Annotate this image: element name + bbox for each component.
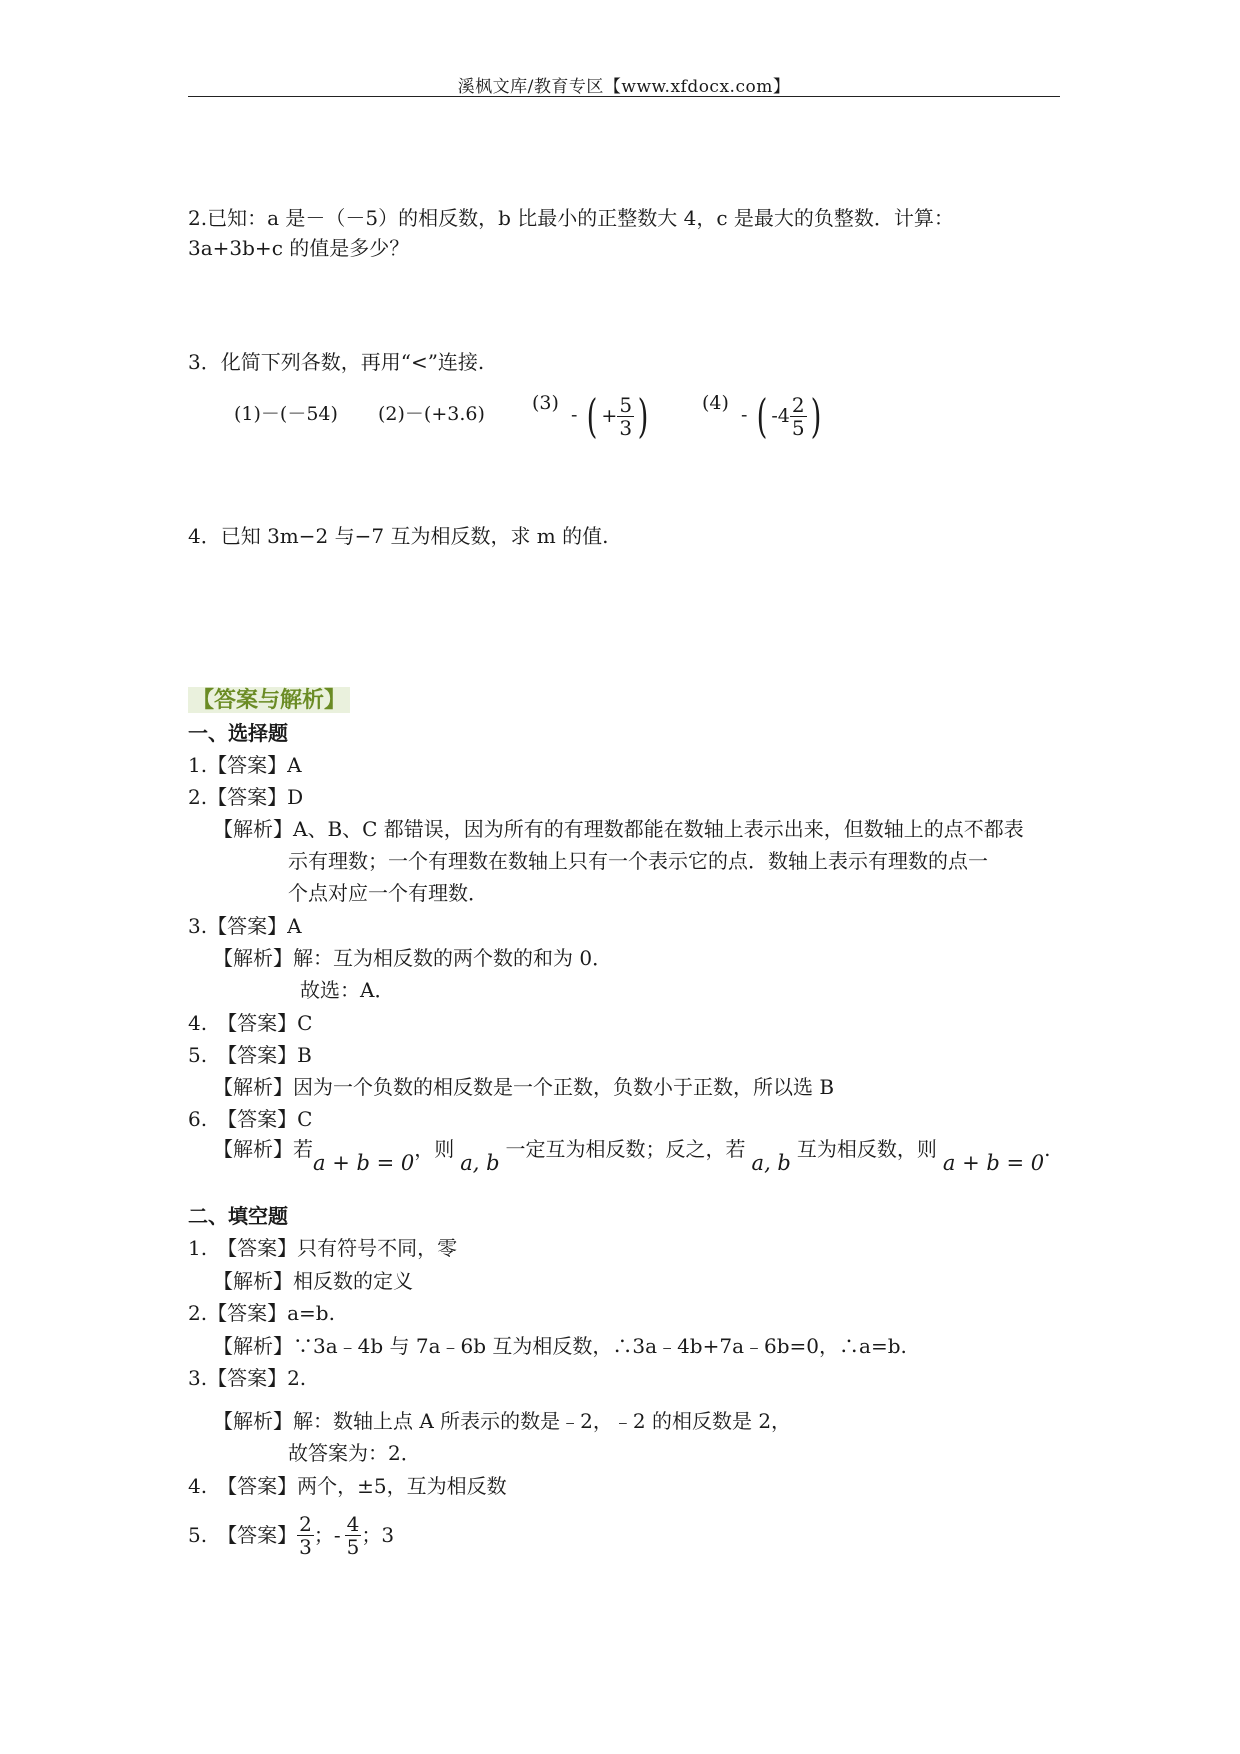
- fraction-numerator: 2: [791, 392, 805, 417]
- s1-analysis-6-label: 【解析】若: [213, 1137, 313, 1161]
- header-divider: [188, 96, 1060, 97]
- s1-analysis-6-text-1: ，则: [414, 1137, 455, 1161]
- question-2-line-1: 2.已知：a 是－（－5）的相反数，b 比最小的正整数大 4，c 是最大的负整数．计算：: [188, 206, 954, 230]
- section-2-heading: 二、填空题: [188, 1204, 288, 1228]
- page-header: 溪枫文库/教育专区【www.xfdocx.com】: [457, 77, 791, 97]
- s2-answer-4: 4. 【答案】两个，±5，互为相反数: [188, 1474, 507, 1498]
- right-paren-icon: ): [810, 389, 822, 443]
- s1-answer-6: 6. 【答案】C: [188, 1107, 313, 1131]
- s2-analysis-1: 【解析】相反数的定义: [213, 1269, 413, 1293]
- s2-answer-1: 1. 【答案】只有符号不同，零: [188, 1236, 458, 1260]
- q3-item-3: [532, 389, 652, 443]
- answer-separator: ；: [313, 1523, 334, 1547]
- s2-analysis-2: 【解析】∵3a﹣4b 与 7a﹣6b 互为相反数，∴3a﹣4b+7a﹣6b=0，∴a=b.: [213, 1334, 907, 1358]
- fraction-denominator: 3: [619, 415, 633, 440]
- q3-item-4-label: (4): [702, 392, 729, 414]
- fraction-denominator: 3: [299, 1534, 312, 1559]
- q3-item-4: [702, 389, 825, 443]
- math-expression: a + b = 0: [313, 1151, 415, 1175]
- question-2-line-2: 3a+3b+c 的值是多少？: [188, 236, 410, 260]
- s1-answer-5: 5. 【答案】B: [188, 1043, 312, 1067]
- math-expression: a, b: [751, 1151, 791, 1175]
- left-paren-icon: (: [757, 389, 768, 443]
- s1-answer-1: 1.【答案】A: [188, 753, 302, 777]
- question-4-text: 4．已知 3m−2 与−7 互为相反数，求 m 的值.: [188, 524, 609, 548]
- s1-analysis-3-line-2: 故选：A．: [300, 978, 395, 1002]
- q3-item-2: (2)－(+3.6): [378, 403, 485, 425]
- question-3-items: [0, 389, 1240, 463]
- math-expression: a, b: [460, 1151, 500, 1175]
- s1-analysis-3-line-1: 【解析】解：互为相反数的两个数的和为 0．: [213, 946, 613, 970]
- s1-analysis-6: [213, 1134, 1050, 1184]
- s1-analysis-6-text-4: .: [1044, 1137, 1051, 1161]
- answer-fraction-2: [345, 1513, 362, 1558]
- s2-analysis-3-line-2: 故答案为：2．: [288, 1441, 421, 1465]
- q3-item-4-inner-value: -4: [771, 405, 790, 427]
- answers-heading: [188, 685, 350, 715]
- fraction-denominator: 5: [791, 415, 805, 440]
- fraction-numerator: 2: [299, 1511, 312, 1536]
- s1-answer-3: 3.【答案】A: [188, 914, 302, 938]
- s1-analysis-2-line-2: 示有理数；一个有理数在数轴上只有一个表示它的点．数轴上表示有理数的点一: [288, 849, 988, 873]
- s1-answer-4: 4. 【答案】C: [188, 1011, 313, 1035]
- s2-answer-5: [188, 1503, 394, 1567]
- q3-item-3-fraction: [617, 394, 634, 439]
- s1-analysis-6-text-2: 一定互为相反数；反之，若: [505, 1137, 746, 1161]
- s2-analysis-3-line-1: 【解析】解：数轴上点 A 所表示的数是﹣2，﹣2 的相反数是 2，: [213, 1409, 792, 1433]
- q3-item-3-sign: -: [570, 404, 578, 426]
- s1-analysis-6-text-3: 互为相反数，则: [796, 1137, 937, 1161]
- s2-answer-3: 3.【答案】2.: [188, 1366, 307, 1390]
- s1-analysis-5: 【解析】因为一个负数的相反数是一个正数，负数小于正数，所以选 B: [213, 1075, 835, 1099]
- q3-item-3-label: (3): [532, 392, 559, 414]
- q3-item-3-inner-sign: +: [601, 405, 618, 427]
- answer-value: 3: [381, 1523, 395, 1547]
- left-paren-icon: (: [587, 389, 598, 443]
- s1-analysis-2-line-1: 【解析】A、B、C 都错误，因为所有的有理数都能在数轴上表示出来，但数轴上的点不都表: [213, 817, 1024, 841]
- answers-heading-label: 【答案与解析】: [188, 687, 350, 713]
- fraction-denominator: 5: [346, 1534, 360, 1559]
- answer-fraction-1: [297, 1513, 314, 1558]
- q3-item-4-sign: -: [740, 404, 748, 426]
- s2-answer-5-label: 5. 【答案】: [188, 1523, 298, 1547]
- math-expression: a + b = 0: [942, 1151, 1045, 1175]
- question-3-text: 3．化简下列各数，再用“<”连接.: [188, 350, 485, 374]
- answer-minus-sign: -: [333, 1523, 341, 1547]
- answer-separator: ；: [361, 1523, 382, 1547]
- fraction-numerator: 5: [619, 392, 633, 417]
- q3-item-1: (1)－(－54): [234, 403, 338, 425]
- s1-answer-2: 2.【答案】D: [188, 785, 304, 809]
- s2-answer-2: 2.【答案】a=b.: [188, 1301, 335, 1325]
- right-paren-icon: ): [637, 389, 649, 443]
- q3-item-4-fraction: [790, 394, 807, 439]
- section-1-heading: 一、选择题: [188, 721, 288, 745]
- s1-analysis-2-line-3: 个点对应一个有理数．: [288, 881, 488, 905]
- fraction-numerator: 4: [346, 1511, 360, 1536]
